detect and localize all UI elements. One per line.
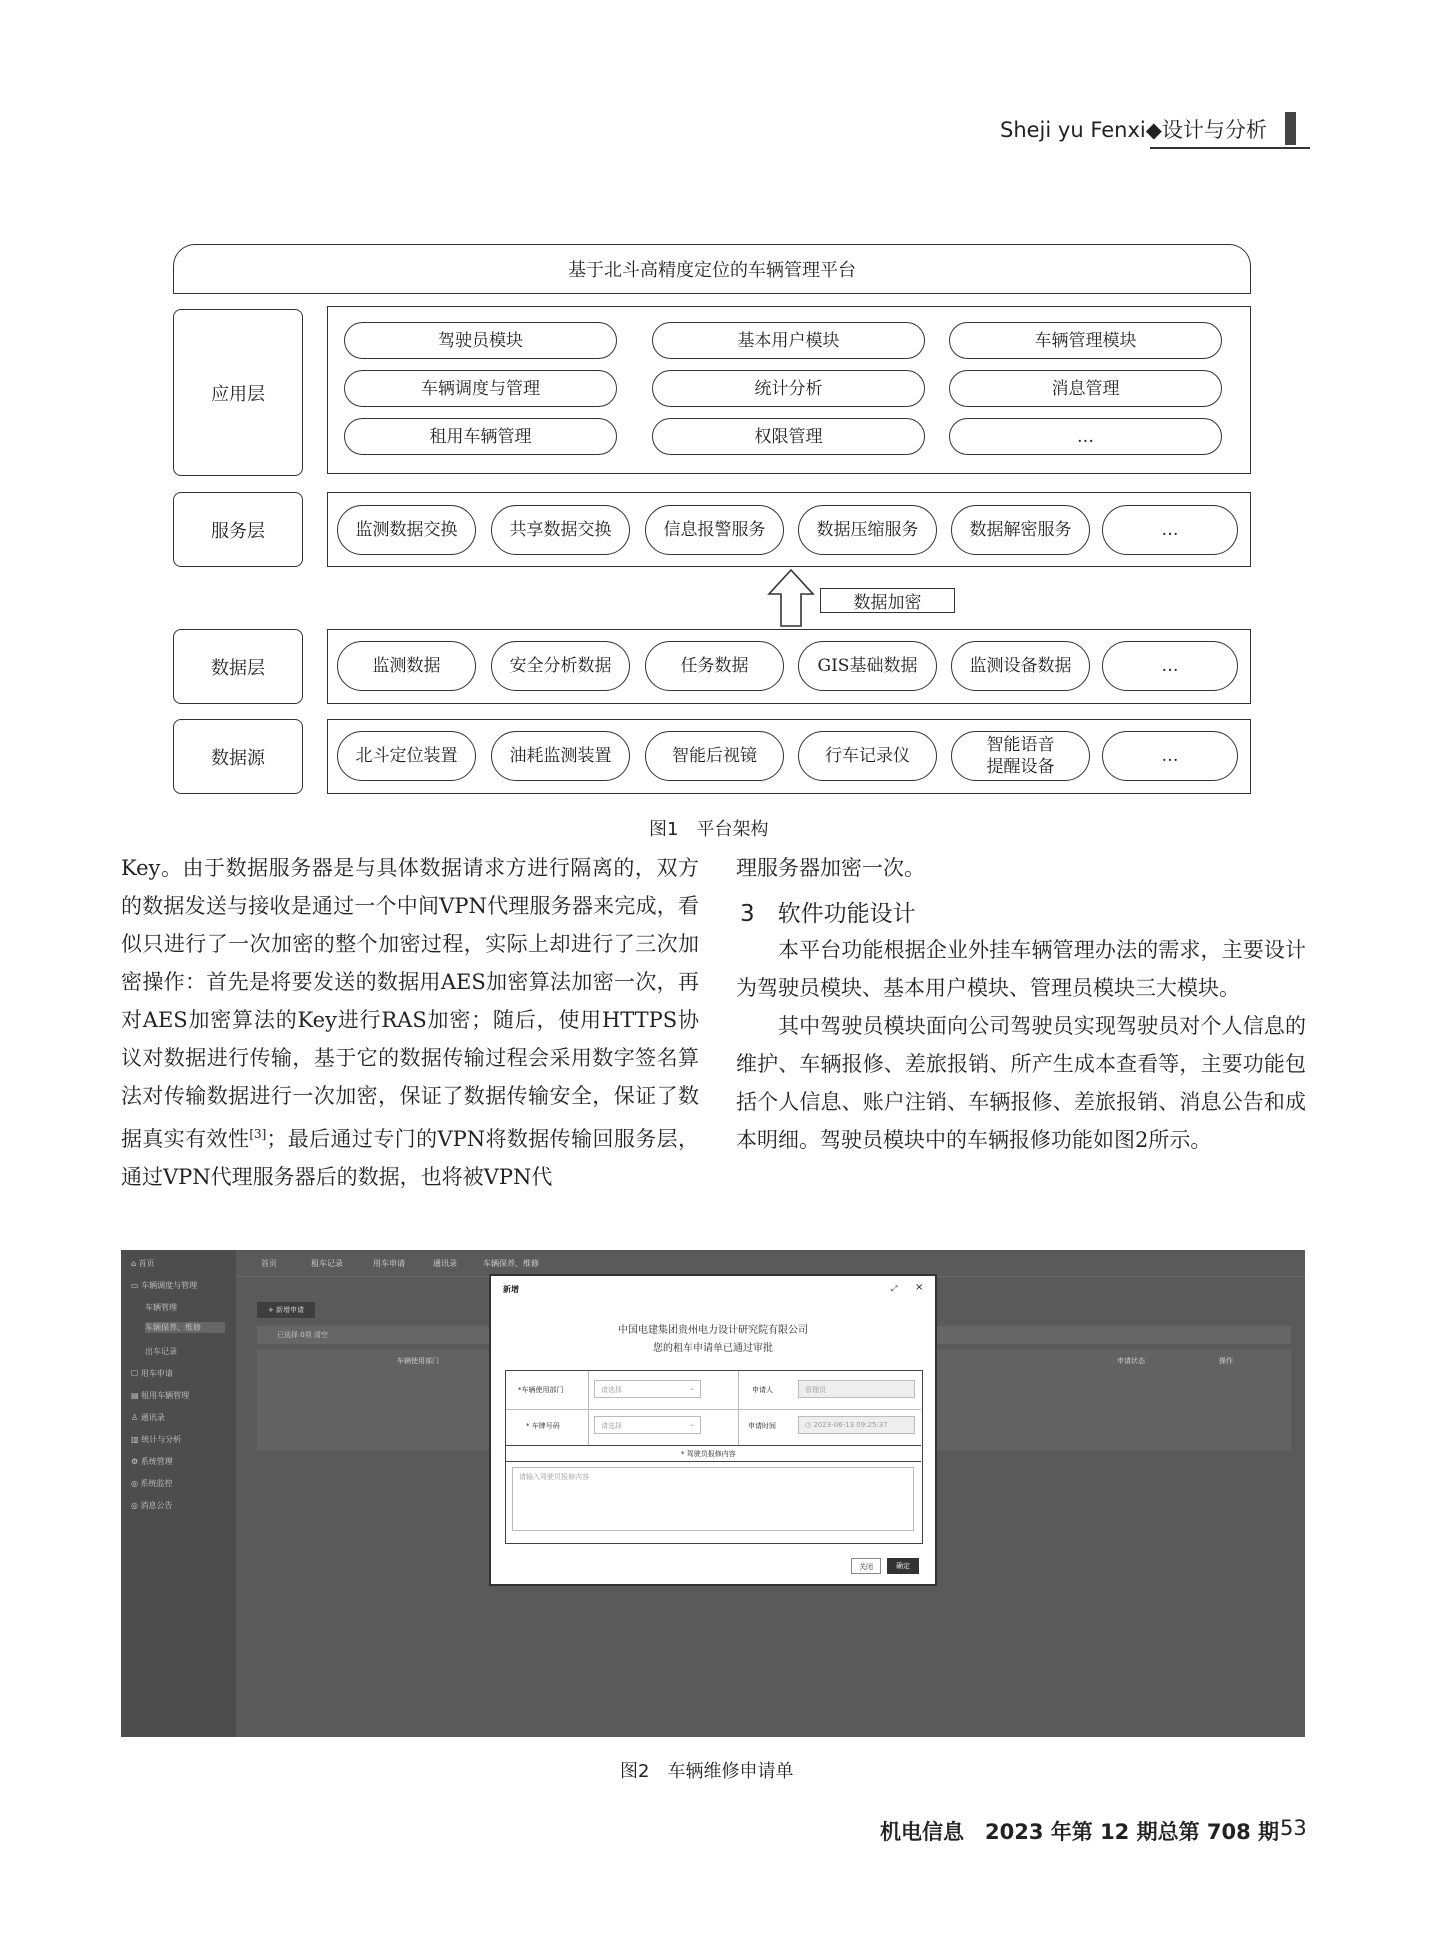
service-item: 共享数据交换 xyxy=(491,505,630,555)
left-column-text xyxy=(121,849,699,1196)
applicant-field[interactable]: 管理员 xyxy=(798,1380,915,1398)
sidebar-item-dispatch[interactable]: ▭ 车辆调度与管理 xyxy=(131,1281,198,1290)
service-item: 监测数据交换 xyxy=(337,505,476,555)
encrypt-label: 数据加密 xyxy=(853,593,922,613)
chevron-down-icon: ⌄ xyxy=(689,1384,695,1392)
table-header-actions: 操作 xyxy=(1219,1357,1233,1365)
left-text-main: Key。由于数据服务器是与具体数据请求方进行隔离的，双方的数据发送与接收是通过一个中间VPN代理服务器来完成，看似只进行了一次加密的整个加密过程，实际上却进行了三次加密操作：首先是将要发送的数据用AES加密算法加密一次，再对AES加密算法的Key进行RAS加密；随后，使用HTTPS协议对数据进行传输，基于它的数据传输过程会采用数字签名算法对传输数据进行一次加密，保证了数据传输安全，保证了数据真实有效性 xyxy=(121,856,699,1151)
sidebar-item-apply[interactable]: ☐ 用车申请 xyxy=(131,1369,173,1378)
sidebar-item-stats[interactable]: ▥ 统计与分析 xyxy=(131,1435,182,1444)
header-rule xyxy=(1150,147,1310,149)
data-item: 任务数据 xyxy=(645,641,784,691)
module-rental: 租用车辆管理 xyxy=(344,418,617,455)
repair-form xyxy=(505,1370,923,1544)
running-head: Sheji yu Fenxi◆设计与分析 xyxy=(1000,118,1267,142)
source-item: 油耗监测装置 xyxy=(491,731,630,781)
add-application-button[interactable]: + 新增申请 xyxy=(257,1302,315,1318)
source-item: 北斗定位装置 xyxy=(337,731,476,781)
data-item: 监测数据 xyxy=(337,641,476,691)
clock-icon: ◷ xyxy=(805,1421,814,1429)
right-paragraph-2: 其中驾驶员模块面向公司驾驶员实现驾驶员对个人信息的维护、车辆报修、差旅报销、所产生成本查看等，主要功能包括个人信息、账户注销、车辆报修、差旅报销、消息公告和成本明细。驾驶员模块中的车辆报修功能如图2所示。 xyxy=(736,1014,1306,1152)
encrypt-label-box xyxy=(820,588,955,613)
module-statistics: 统计分析 xyxy=(652,370,925,407)
service-item: 信息报警服务 xyxy=(645,505,784,555)
module-driver: 驾驶员模块 xyxy=(344,322,617,359)
sidebar-item-monitor[interactable]: ◎ 系统监控 xyxy=(131,1479,173,1488)
modal-subtitle: 您的租车申请单已通过审批 xyxy=(653,1343,773,1354)
plate-label: * 车牌号码 xyxy=(526,1422,560,1430)
modal-company: 中国电建集团贵州电力设计研究院有限公司 xyxy=(618,1325,808,1336)
new-application-modal xyxy=(489,1274,937,1586)
applicant-label: 申请人 xyxy=(752,1386,773,1394)
time-field[interactable]: ◷ 2023-06-13 09:25:37 xyxy=(798,1416,915,1434)
form-col-divider xyxy=(588,1371,589,1445)
figure-2-screenshot xyxy=(121,1250,1305,1737)
source-item: 行车记录仪 xyxy=(798,731,937,781)
header-block-mark xyxy=(1285,112,1296,145)
form-row-divider xyxy=(506,1409,921,1410)
right-paragraph-1: 本平台功能根据企业外挂车辆管理办法的需求，主要设计为驾驶员模块、基本用户模块、管理员模块三大模块。 xyxy=(736,938,1306,1000)
service-item: 数据解密服务 xyxy=(951,505,1090,555)
sidebar xyxy=(121,1250,236,1737)
module-messages: 消息管理 xyxy=(949,370,1222,407)
data-item: 监测设备数据 xyxy=(951,641,1090,691)
confirm-button[interactable]: 确定 xyxy=(887,1558,919,1574)
selection-info: 已选择 0项 清空 xyxy=(257,1326,1291,1344)
module-dispatch: 车辆调度与管理 xyxy=(344,370,617,407)
sidebar-item-trips[interactable]: 出车记录 xyxy=(145,1347,177,1356)
data-item: … xyxy=(1102,641,1238,691)
tab-contacts[interactable]: 通讯录 xyxy=(433,1259,457,1268)
layer-data-label: 数据层 xyxy=(173,629,303,704)
right-text-top: 理服务器加密一次。 xyxy=(736,856,925,880)
source-item: 智能语音 提醒设备 xyxy=(951,731,1090,781)
source-item: … xyxy=(1102,731,1238,781)
data-item: GIS基础数据 xyxy=(798,641,937,691)
data-item: 安全分析数据 xyxy=(491,641,630,691)
time-label: 申请时间 xyxy=(748,1422,776,1430)
section-heading: 3 软件功能设计 xyxy=(740,901,916,927)
fullscreen-icon[interactable]: ⤢ xyxy=(891,1284,898,1293)
chevron-down-icon: ⌄ xyxy=(689,1420,695,1428)
up-arrow-icon xyxy=(767,568,815,628)
source-item: 智能后视镜 xyxy=(645,731,784,781)
right-column-top xyxy=(736,849,1306,887)
module-vehicle-management: 车辆管理模块 xyxy=(949,322,1222,359)
sidebar-item-rental[interactable]: ▤ 租用车辆管理 xyxy=(131,1391,190,1400)
table-header-status: 申请状态 xyxy=(1117,1357,1145,1365)
right-column-paragraphs xyxy=(736,931,1306,1159)
sidebar-item-notice[interactable]: ◎ 消息公告 xyxy=(131,1501,173,1510)
form-row-divider xyxy=(506,1445,921,1446)
close-button[interactable]: 关闭 xyxy=(851,1558,881,1574)
footer-journal: 机电信息 2023 年第 12 期总第 708 期 xyxy=(880,1820,1280,1844)
left-text-tail: ；最后通过专门的VPN将数据传输回服务层，通过VPN代理服务器后的数据，也将被VPN代 xyxy=(121,1127,700,1189)
service-item: 数据压缩服务 xyxy=(798,505,937,555)
plate-select[interactable]: 请选择 ⌄ xyxy=(594,1416,701,1434)
platform-title: 基于北斗高精度定位的车辆管理平台 xyxy=(568,260,856,281)
tab-apply[interactable]: 用车申请 xyxy=(373,1259,405,1268)
citation-ref: [3] xyxy=(249,1127,267,1141)
dept-label: *车辆使用部门 xyxy=(518,1386,564,1394)
tab-maintenance[interactable]: 车辆保养、维修 xyxy=(483,1259,539,1268)
table-header-dept: 车辆使用部门 xyxy=(397,1357,439,1365)
module-permissions: 权限管理 xyxy=(652,418,925,455)
dept-select[interactable]: 请选择 ⌄ xyxy=(594,1380,701,1398)
sidebar-item-vehicle[interactable]: 车辆管理 xyxy=(145,1303,177,1312)
tab-home[interactable]: 首页 xyxy=(261,1259,277,1268)
close-icon[interactable]: × xyxy=(915,1282,924,1293)
tab-rental-records[interactable]: 租车记录 xyxy=(311,1259,343,1268)
figure-2-caption: 图2 车辆维修申请单 xyxy=(620,1761,794,1782)
layer-source-label: 数据源 xyxy=(173,719,303,794)
content-label: * 驾驶员报修内容 xyxy=(681,1450,736,1458)
platform-title-box xyxy=(173,244,1251,294)
form-col-divider xyxy=(738,1371,739,1445)
figure-1-caption: 图1 平台架构 xyxy=(649,819,769,840)
module-ellipsis: … xyxy=(949,418,1222,455)
service-item: … xyxy=(1102,505,1238,555)
page-number: 53 xyxy=(1280,1816,1307,1840)
sidebar-item-home[interactable]: ⌂ 首页 xyxy=(131,1259,155,1268)
content-textarea[interactable]: 请输入驾驶员报修内容 xyxy=(512,1467,914,1531)
modal-title: 新增 xyxy=(503,1285,519,1294)
layer-app-label: 应用层 xyxy=(173,309,303,476)
sidebar-item-contacts[interactable]: ♙ 通讯录 xyxy=(131,1413,165,1422)
form-row-divider xyxy=(506,1461,921,1462)
module-basic-user: 基本用户模块 xyxy=(652,322,925,359)
layer-service-label: 服务层 xyxy=(173,492,303,567)
sidebar-item-system[interactable]: ⚙ 系统管理 xyxy=(131,1457,173,1466)
sidebar-item-maintenance[interactable]: 车辆保养、维修 xyxy=(145,1322,225,1333)
